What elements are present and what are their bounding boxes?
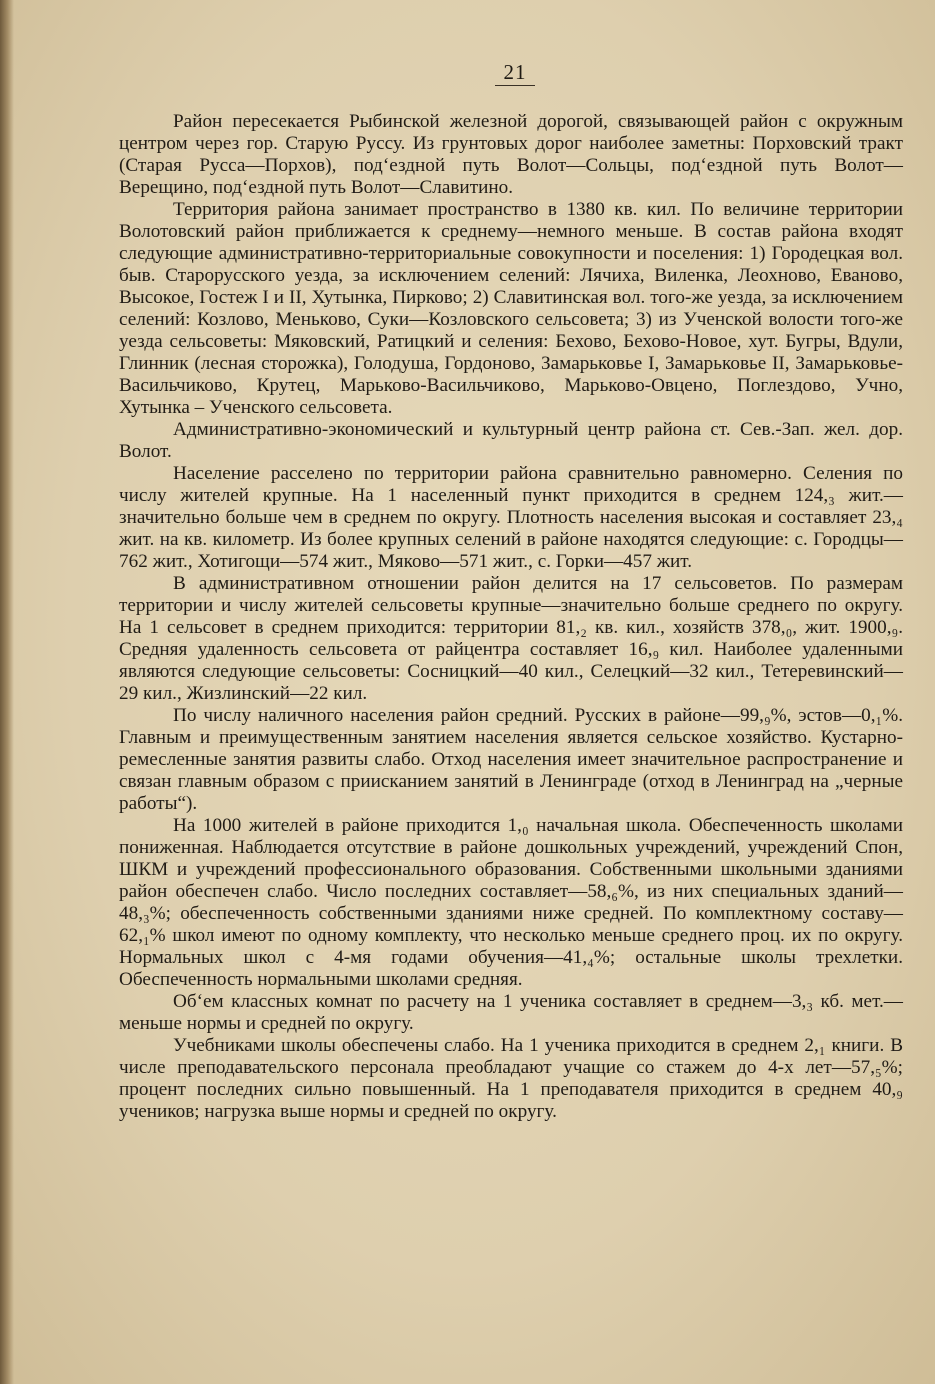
paragraph-population-occupations: По числу наличного населения район средний. Русских в районе—99,₉%, эстов—0,₁%. Главным и преимущественным занятием населения является сельское хозяйство. Кустарно-ремесленные занятия развиты слабо. Отход населения имеет значительное распространение и связан главным образом с приисканием занятий в Ленинграде (отход в Ленинград на „черные работы“).: [119, 705, 903, 814]
paragraph-village-councils: В административном отношении район делится на 17 сельсоветов. По размерам территории и числу жителей сельсоветы крупные—значительно больше среднего по округу. На 1 сельсовет в среднем приходится: территории 81,₂ кв. кил., хозяйств 378,₀, жит. 1900,₉. Средняя удаленность сельсовета от райцентра составляет 16,₉ кил. Наиболее удаленными являются следующие сельсоветы: Сосницкий—40 кил., Селецкий—32 кил., Тетеревинский—29 кил., Жизлинский—22 кил.: [119, 573, 903, 704]
paragraph-schools: На 1000 жителей в районе приходится 1,₀ начальная школа. Обеспеченность школами пониженная. Наблюдается отсутствие в районе дошкольных учреждений, учреждений Спон, ШКМ и учреждений профессионального образования. Собственными школьными зданиями район обеспечен слабо. Число последних составляет—58,₆%, из них специальных зданий—48,₃%; обеспеченность собственными зданиями ниже средней. По комплектному составу—62,₁% школ имеют по одному комплекту, что несколько меньше среднего проц. их по округу. Нормальных школ с 4-мя годами обучения—41,₄%; остальные школы трехлетки. Обеспеченность нормальными школами средняя.: [119, 815, 903, 990]
paragraph-population-settlement: Население расселено по территории района сравнительно равномерно. Селения по числу жителей крупные. На 1 населенный пункт приходится в среднем 124,₃ жит.—значительно больше чем в среднем по округу. Плотность населения высокая и составляет 23,₄ жит. на кв. километр. Из более крупных селений в районе находятся следующие: с. Городцы—762 жит., Хотигощи—574 жит., Мяково—571 жит., с. Горки—457 жит.: [119, 463, 903, 572]
page-number-rule: [495, 85, 535, 86]
paragraph-textbooks-teachers: Учебниками школы обеспечены слабо. На 1 ученика приходится в среднем 2,₁ книги. В числе преподавательского персонала преобладают учащие со стажем до 4-х лет—57,₅%; процент последних сильно повышенный. На 1 преподавателя приходится в среднем 40,₉ учеников; нагрузка выше нормы и средней по округу.: [119, 1035, 903, 1122]
paragraph-railway-roads: Район пересекается Рыбинской железной дорогой, связывающей район с окружным центром через гор. Старую Руссу. Из грунтовых дорог наиболее заметны: Порховский тракт (Старая Русса—Порхов), под‘ездной путь Волот—Сольцы, под‘ездной путь Волот—Верещино, под‘ездной путь Волот—Славитино.: [119, 111, 903, 198]
body-text: [119, 111, 903, 1123]
paragraph-territory: Территория района занимает пространство в 1380 кв. кил. По величине территории Волотовский район приближается к среднему—немного меньше. В состав района входят следующие административно-территориальные совокупности и поселения: 1) Городецкая вол. быв. Старорусского уезда, за исключением селений: Лячиха, Виленка, Леохново, Еваново, Высокое, Гостеж I и II, Хутынка, Пирково; 2) Славитинская вол. того-же уезда, за исключением селений: Козлово, Меньково, Суки—Козловского сельсовета; 3) из Ученской волости того-же уезда сельсоветы: Мяковский, Ратицкий и селения: Бехово, Бехово-Новое, хут. Бугры, Вдули, Глинник (лесная сторожка), Голодуша, Гордоново, Замарьковье I, Замарьковье II, Замарьковье-Васильчиково, Крутец, Марьково-Васильчиково, Марьково-Овцено, Поглездово, Учно, Хутынка – Ученского сельсовета.: [119, 199, 903, 418]
paragraph-admin-center: Административно-экономический и культурный центр района ст. Сев.-Зап. жел. дор. Волот.: [119, 419, 903, 462]
page-binding-edge: [0, 0, 14, 1384]
page-number: 21: [503, 60, 527, 84]
paragraph-classroom-volume: Об‘ем классных комнат по расчету на 1 ученика составляет в среднем—3,₃ кб. мет.—меньше нормы и средней по округу.: [119, 991, 903, 1034]
